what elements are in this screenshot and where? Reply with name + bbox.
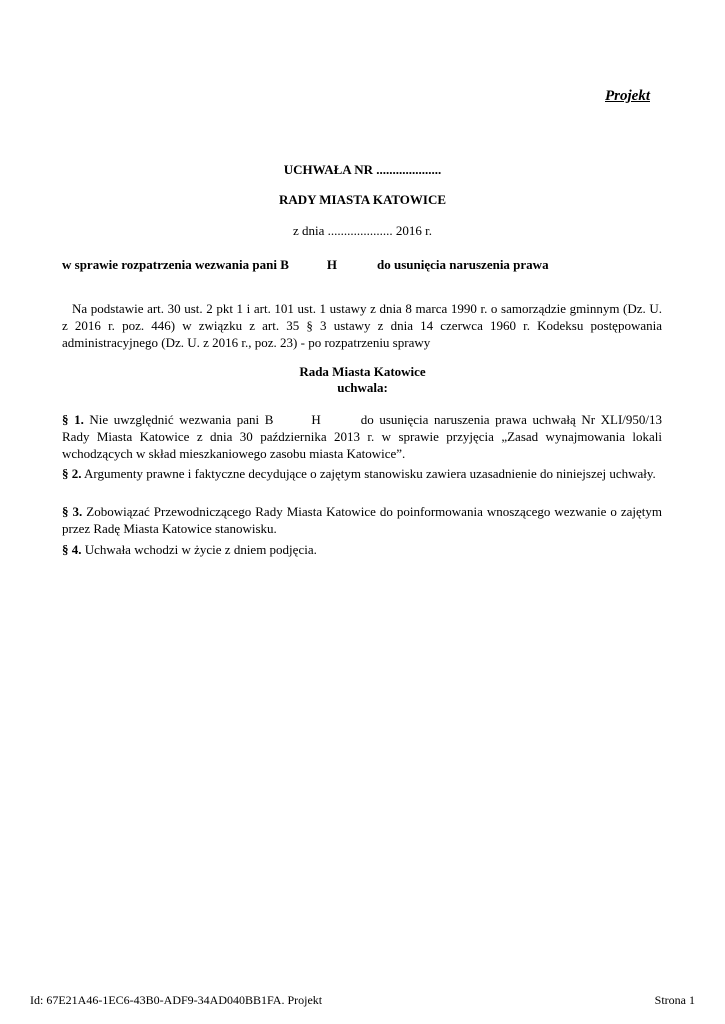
section-3 (62, 503, 662, 537)
council-line-1: Rada Miasta Katowice (299, 364, 426, 379)
resolution-date: z dnia .................... 2016 r. (292, 223, 432, 238)
section-4 (62, 541, 662, 558)
resolution-subject (62, 257, 662, 273)
section-3-text: Zobowiązać Przewodniczącego Rady Miasta Katowice do poinformowania wnoszącego wezwanie o zajętym przez Radę Miasta Katowice stanowisku. (62, 504, 663, 536)
projekt-label: Projekt (605, 88, 650, 104)
section-2-text: Argumenty prawne i faktyczne decydujące o zajętym stanowisku zawiera uzasadnienie do niniejszej uchwały. (81, 466, 656, 481)
document-id: Id: 67E21A46-1EC6-43B0-ADF9-34AD040BB1FA. Projekt (30, 993, 323, 1007)
section-2 (62, 465, 662, 482)
section-2-number: § 2. (62, 466, 82, 481)
section-1-text-c: do usunięcia naruszenia prawa uchwałą Nr XLI/950/13 Rady Miasta Katowice z dnia 30 października 2013 r. w sprawie przyjęcia „Zasad wynajmowania lokali wchodzących w skład mieszkaniowego zasobu miasta Katowice”. (62, 412, 663, 461)
section-1 (62, 411, 662, 462)
subject-part-3: do usunięcia naruszenia prawa (377, 257, 549, 272)
section-1-text-b: H (311, 412, 321, 427)
section-4-text: Uchwała wchodzi w życie z dniem podjęcia. (81, 542, 317, 557)
council-line-2: uchwala: (337, 380, 388, 395)
section-4-number: § 4. (62, 542, 82, 557)
section-1-text-a: Nie uwzględnić wezwania pani B (83, 412, 274, 427)
page-number: Strona 1 (654, 993, 695, 1007)
section-3-number: § 3. (62, 504, 83, 519)
preamble: Na podstawie art. 30 ust. 2 pkt 1 i art. 101 ust. 1 ustawy z dnia 8 marca 1990 r. o samorządzie gminnym (Dz. U. z 2016 r. poz. 446) w związku z art. 35 § 3 ustawy z dnia 14 czerwca 1960 r. Kodeksu postępowania administracyjnego (Dz. U. z 2016 r., poz. 23) - po rozpatrzeniu sprawy (62, 301, 662, 350)
subject-part-1: w sprawie rozpatrzenia wezwania pani B (62, 257, 289, 272)
resolution-number: UCHWAŁA NR .................... (283, 162, 442, 177)
section-1-number: § 1. (62, 412, 84, 427)
council-decides (0, 364, 725, 396)
council-name: RADY MIASTA KATOWICE (278, 192, 447, 207)
subject-part-2: H (326, 257, 338, 272)
